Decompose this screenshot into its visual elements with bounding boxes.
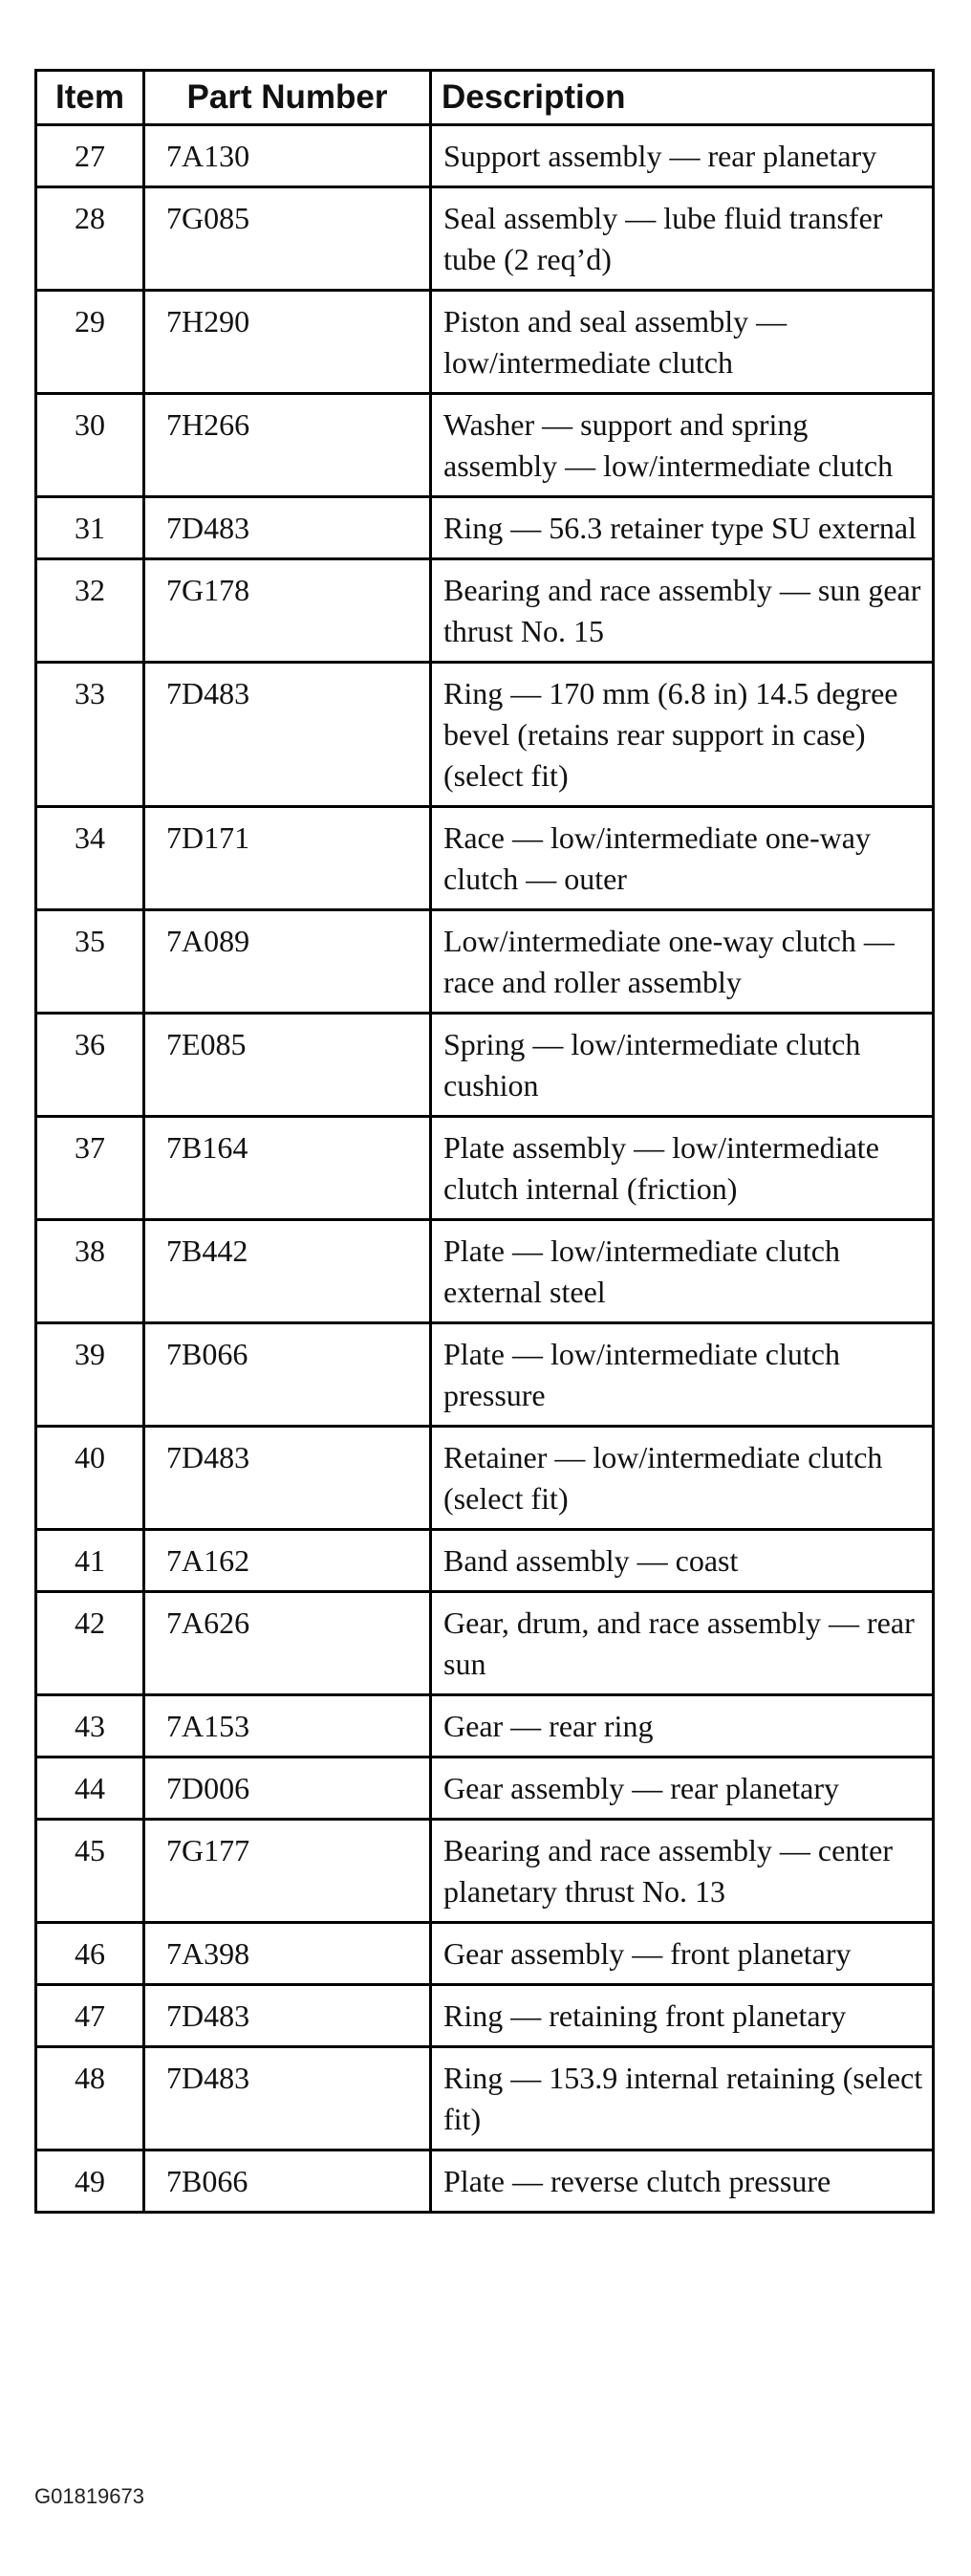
- part-number-cell: 7A398: [144, 1923, 431, 1985]
- figure-id-label: G01819673: [34, 2484, 144, 2508]
- part-number-cell: 7G177: [144, 1820, 431, 1923]
- part-number-cell: 7B066: [144, 2150, 431, 2213]
- part-number-cell: 7D483: [144, 1985, 431, 2047]
- parts-table: [34, 69, 935, 2214]
- part-number-cell: 7A089: [144, 910, 431, 1014]
- description-cell: Ring — retaining front planetary: [431, 1985, 934, 2047]
- description-cell: Gear assembly — rear planetary: [431, 1757, 934, 1820]
- table-row: [36, 1757, 934, 1820]
- table-row: [36, 125, 934, 187]
- item-cell: 29: [36, 291, 144, 394]
- part-number-cell: 7A130: [144, 125, 431, 187]
- description-cell: Plate — reverse clutch pressure: [431, 2150, 934, 2213]
- item-column-header: Item: [36, 71, 144, 125]
- part-number-cell: 7A153: [144, 1695, 431, 1757]
- description-cell: Gear — rear ring: [431, 1695, 934, 1757]
- part-number-cell: 7D483: [144, 497, 431, 559]
- item-cell: 43: [36, 1695, 144, 1757]
- item-cell: 48: [36, 2047, 144, 2150]
- part-number-cell: 7B066: [144, 1323, 431, 1427]
- table-row: [36, 1820, 934, 1923]
- description-cell: Seal assembly — lube fluid transfer tube (2 req’d): [431, 187, 934, 291]
- description-cell: Plate — low/intermediate clutch pressure: [431, 1323, 934, 1427]
- table-row: [36, 1695, 934, 1757]
- table-row: [36, 663, 934, 807]
- item-cell: 28: [36, 187, 144, 291]
- table-row: [36, 1427, 934, 1530]
- part-number-cell: 7A626: [144, 1592, 431, 1695]
- part-number-cell: 7D006: [144, 1757, 431, 1820]
- description-cell: Ring — 170 mm (6.8 in) 14.5 degree bevel (retains rear support in case) (select fit): [431, 663, 934, 807]
- part-number-cell: 7A162: [144, 1530, 431, 1592]
- item-cell: 37: [36, 1117, 144, 1220]
- table-row: [36, 1117, 934, 1220]
- table-row: [36, 1530, 934, 1592]
- description-cell: Gear assembly — front planetary: [431, 1923, 934, 1985]
- part-number-cell: 7H266: [144, 394, 431, 497]
- description-cell: Washer — support and spring assembly — low/intermediate clutch: [431, 394, 934, 497]
- table-row: [36, 291, 934, 394]
- part-number-cell: 7H290: [144, 291, 431, 394]
- table-row: [36, 2047, 934, 2150]
- part-number-cell: 7D171: [144, 807, 431, 910]
- part-number-column-header: Part Number: [144, 71, 431, 125]
- item-cell: 39: [36, 1323, 144, 1427]
- table-row: [36, 1923, 934, 1985]
- table-row: [36, 910, 934, 1014]
- table-row: [36, 394, 934, 497]
- description-cell: Ring — 153.9 internal retaining (select fit): [431, 2047, 934, 2150]
- item-cell: 32: [36, 559, 144, 663]
- part-number-cell: 7D483: [144, 1427, 431, 1530]
- description-cell: Support assembly — rear planetary: [431, 125, 934, 187]
- description-cell: Low/intermediate one-way clutch — race and roller assembly: [431, 910, 934, 1014]
- description-cell: Bearing and race assembly — sun gear thrust No. 15: [431, 559, 934, 663]
- item-cell: 31: [36, 497, 144, 559]
- table-row: [36, 1985, 934, 2047]
- description-cell: Band assembly — coast: [431, 1530, 934, 1592]
- description-cell: Spring — low/intermediate clutch cushion: [431, 1014, 934, 1117]
- part-number-cell: 7G085: [144, 187, 431, 291]
- item-cell: 49: [36, 2150, 144, 2213]
- part-number-cell: 7G178: [144, 559, 431, 663]
- item-cell: 42: [36, 1592, 144, 1695]
- item-cell: 47: [36, 1985, 144, 2047]
- item-cell: 34: [36, 807, 144, 910]
- item-cell: 44: [36, 1757, 144, 1820]
- description-cell: Retainer — low/intermediate clutch (select fit): [431, 1427, 934, 1530]
- item-cell: 45: [36, 1820, 144, 1923]
- description-column-header: Description: [431, 71, 934, 125]
- part-number-cell: 7B164: [144, 1117, 431, 1220]
- part-number-cell: 7D483: [144, 663, 431, 807]
- description-cell: Gear, drum, and race assembly — rear sun: [431, 1592, 934, 1695]
- item-cell: 30: [36, 394, 144, 497]
- item-cell: 40: [36, 1427, 144, 1530]
- part-number-cell: 7E085: [144, 1014, 431, 1117]
- item-cell: 27: [36, 125, 144, 187]
- item-cell: 38: [36, 1220, 144, 1323]
- table-row: [36, 807, 934, 910]
- table-row: [36, 1592, 934, 1695]
- description-cell: Plate assembly — low/intermediate clutch internal (friction): [431, 1117, 934, 1220]
- description-cell: Ring — 56.3 retainer type SU external: [431, 497, 934, 559]
- table-row: [36, 187, 934, 291]
- part-number-cell: 7D483: [144, 2047, 431, 2150]
- table-row: [36, 1323, 934, 1427]
- part-number-cell: 7B442: [144, 1220, 431, 1323]
- item-cell: 33: [36, 663, 144, 807]
- description-cell: Bearing and race assembly — center planetary thrust No. 13: [431, 1820, 934, 1923]
- table-row: [36, 497, 934, 559]
- table-row: [36, 559, 934, 663]
- table-row: [36, 1014, 934, 1117]
- item-cell: 35: [36, 910, 144, 1014]
- item-cell: 41: [36, 1530, 144, 1592]
- item-cell: 36: [36, 1014, 144, 1117]
- table-row: [36, 2150, 934, 2213]
- parts-table-body: [36, 125, 934, 2213]
- description-cell: Plate — low/intermediate clutch external steel: [431, 1220, 934, 1323]
- item-cell: 46: [36, 1923, 144, 1985]
- description-cell: Piston and seal assembly — low/intermediate clutch: [431, 291, 934, 394]
- header-row: [36, 71, 934, 125]
- table-row: [36, 1220, 934, 1323]
- description-cell: Race — low/intermediate one-way clutch — outer: [431, 807, 934, 910]
